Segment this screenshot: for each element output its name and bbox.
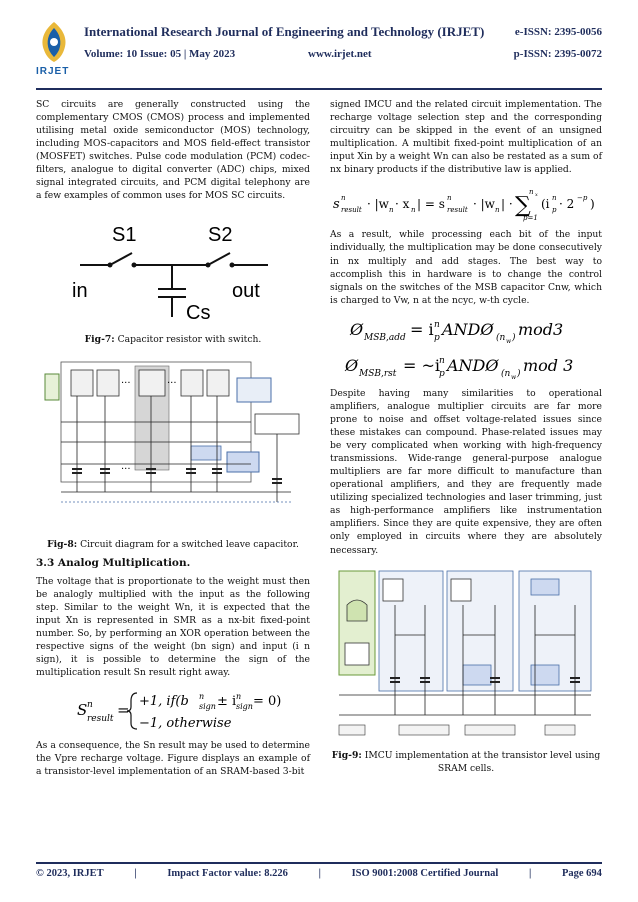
svg-text:n: n: [199, 692, 205, 702]
svg-text:· |w: · |w: [367, 197, 389, 212]
fig7-label-s1: S1: [112, 223, 137, 246]
fig7-label-out: out: [232, 279, 260, 302]
svg-text:p=1: p=1: [523, 214, 538, 223]
footer-separator: |: [134, 868, 137, 879]
volume-issue: Volume: 10 Issue: 05 | May 2023: [84, 48, 236, 60]
svg-text:sign: sign: [199, 702, 216, 712]
svg-text:n: n: [434, 319, 440, 330]
journal-title: International Research Journal of Engineering and Technology (IRJET): [84, 24, 485, 39]
svg-text:(i: (i: [541, 197, 550, 212]
figure-8-circuit-diagram: [41, 352, 305, 534]
svg-text:): ): [512, 332, 516, 343]
svg-text:· |w: · |w: [473, 197, 495, 212]
svg-text:n: n: [411, 206, 416, 215]
fig7-label-cs: Cs: [186, 301, 211, 324]
equation-multibit-sum: [331, 184, 601, 222]
pissn: p-ISSN: 2395-0072: [513, 48, 602, 60]
fig7-label-in: in: [72, 279, 88, 302]
svg-text:···: ···: [121, 377, 131, 389]
footer-page-number: Page 694: [561, 868, 602, 879]
figure-9-caption: Fig-9: IMCU implementation at the transistor level using SRAM cells.: [331, 749, 601, 774]
section-heading: 3.3 Analog Multiplication.: [36, 556, 191, 569]
fig7-label-s2: S2: [208, 223, 233, 246]
figure-7-caption: Fig-7: Capacitor resistor with switch.: [84, 333, 262, 345]
svg-text:= i: = i: [410, 319, 434, 339]
svg-text:···: ···: [121, 463, 131, 475]
svg-text:| = s: | = s: [417, 197, 445, 212]
equation-msb-add: [346, 315, 586, 345]
svg-text:=: =: [117, 701, 130, 720]
svg-text:x: x: [535, 192, 538, 199]
svg-text:n: n: [439, 355, 445, 366]
svg-text:| ·: | ·: [501, 197, 513, 212]
left-column: [36, 98, 310, 786]
footer-iso: ISO 9001:2008 Certified Journal: [351, 868, 499, 879]
svg-text:n: n: [495, 206, 500, 215]
svg-text:= 0): = 0): [253, 694, 282, 710]
equation-msb-rst: [341, 351, 591, 381]
page-footer: [36, 868, 602, 879]
svg-text:−p: −p: [577, 194, 588, 203]
svg-text:result: result: [87, 714, 114, 725]
svg-text:n: n: [87, 700, 93, 711]
svg-text:n: n: [529, 188, 534, 197]
figure-9-imcu-sram-diagram: [335, 565, 597, 745]
svg-text:± i: ± i: [217, 694, 237, 710]
body-paragraph: SC circuits are generally constructed using the complementary CMOS (CMOS) process and implemented utilising metal oxide semiconductor (MOS) technology, including MOS-capacitors and MOS field-effect transistor (MOSFET) switches. Pulse code modulation (PCM) codec-filters, analogue to digital converter (ADC) chips, mixed signal integrated circuits, and PCM digital telephony are a few examples of common uses for MOS SC circuits.: [36, 99, 310, 202]
svg-text:n: n: [552, 194, 557, 203]
svg-text:n: n: [236, 692, 242, 702]
svg-text:p: p: [439, 368, 445, 379]
footer-rule: [36, 862, 602, 864]
svg-text:sign: sign: [236, 702, 253, 712]
svg-text:· 2: · 2: [559, 197, 575, 212]
body-paragraph: As a consequence, the Sn result may be used to determine the Vpre recharge voltage. Figure displays an example of a transistor-level implementation of an SRAM-based 3-bit: [36, 740, 310, 778]
footer-impact-factor: Impact Factor value: 8.226: [167, 868, 288, 879]
svg-text:): ): [590, 197, 595, 212]
svg-text:(n: (n: [496, 332, 506, 343]
logo-text: IRJET: [36, 66, 70, 77]
body-paragraph: As a result, while processing each bit of the input individually, the multiplication may be done consecutively in nx multiply and add stages. The best way to accomplish this in hardware is to change the control signals on the switches of the MSB capacitor Cnw, which is charged to Vw, n at the ncyc, w-th cycle.: [330, 229, 602, 306]
footer-separator: |: [318, 868, 321, 879]
svg-text:mod3: mod3: [518, 319, 564, 339]
svg-text:s: s: [333, 197, 340, 213]
svg-text:w: w: [511, 373, 517, 381]
svg-text:(n: (n: [501, 368, 511, 379]
equation-sign-result: [73, 687, 282, 733]
svg-text:S: S: [77, 701, 88, 720]
svg-text:): ): [517, 368, 521, 379]
svg-text:Ø: Ø: [345, 355, 359, 375]
svg-text:= ~i: = ~i: [403, 355, 441, 375]
eissn: e-ISSN: 2395-0056: [514, 26, 602, 38]
svg-text:n: n: [341, 194, 346, 203]
svg-text:∑: ∑: [515, 193, 531, 219]
equation-case-1: +1, if(b: [139, 694, 189, 710]
figure-8-caption: Fig-8: Circuit diagram for a switched leave capacitor.: [47, 538, 299, 550]
footer-separator: |: [528, 868, 532, 879]
svg-text:p: p: [552, 206, 557, 215]
svg-text:mod 3: mod 3: [523, 355, 574, 375]
journal-website-link[interactable]: www.irjet.net: [308, 48, 372, 60]
svg-text:result: result: [447, 206, 468, 215]
svg-text:p: p: [434, 332, 440, 343]
svg-text:w: w: [506, 337, 512, 345]
equation-case-2: −1, otherwise: [139, 716, 232, 732]
right-column: [330, 98, 602, 781]
header-rule: [36, 88, 602, 90]
body-paragraph: signed IMCU and the related circuit implementation. The recharge voltage selection step and the corresponding circuitry can be skipped in the event of an unsigned multiplication. A multibit fixed-point multiplication of an input Xin by a weight Wn can also be restated as a sum of nx binary products if the distributive law is applied.: [330, 99, 602, 176]
body-paragraph: Despite having many similarities to operational amplifiers, analogue multiplier circuits are far more prone to noise and offset voltage-related issues since these mistakes can compound. Phase-related issues may be very complicated when working with high-frequency transmissions. Wide-range general-purpose analogue multipliers are far more difficult to manufacture than operational amplifiers, and they are frequently made utilizing specialized technologies and laser trimming, just as high-performance amplifiers like instrumentation amplifiers. Since they are quite expensive, they are often only employed in circuits where they are absolutely necessary.: [330, 387, 602, 556]
svg-text:Ø: Ø: [350, 319, 364, 339]
irjet-logo-icon: [36, 20, 72, 64]
svg-text:MSB,add: MSB,add: [364, 332, 406, 343]
body-paragraph: The voltage that is proportionate to the weight must then be analogly multiplied with the input as the following step. Similar to the weight Wn, it is expected that the input Xn is represented in SMR as a nx-bit fixed-point number. So, by performing an XOR operation between the respective signs of the weight (bn sign) and input (i n sign), it is possible to determine the sign of the multiplication result Sn result right away.: [36, 575, 310, 679]
svg-text:n: n: [389, 206, 394, 215]
svg-text:···: ···: [167, 377, 177, 389]
svg-text:ANDØ: ANDØ: [447, 355, 499, 375]
svg-text:MSB,rst: MSB,rst: [359, 368, 397, 379]
svg-text:ANDØ: ANDØ: [442, 319, 494, 339]
figure-7-switch-capacitor-diagram: [58, 211, 288, 329]
footer-copyright: © 2023, IRJET: [36, 868, 104, 879]
svg-text:n: n: [447, 194, 452, 203]
page-header: [36, 18, 602, 86]
svg-text:result: result: [341, 206, 362, 215]
svg-text:· x: · x: [395, 197, 410, 212]
